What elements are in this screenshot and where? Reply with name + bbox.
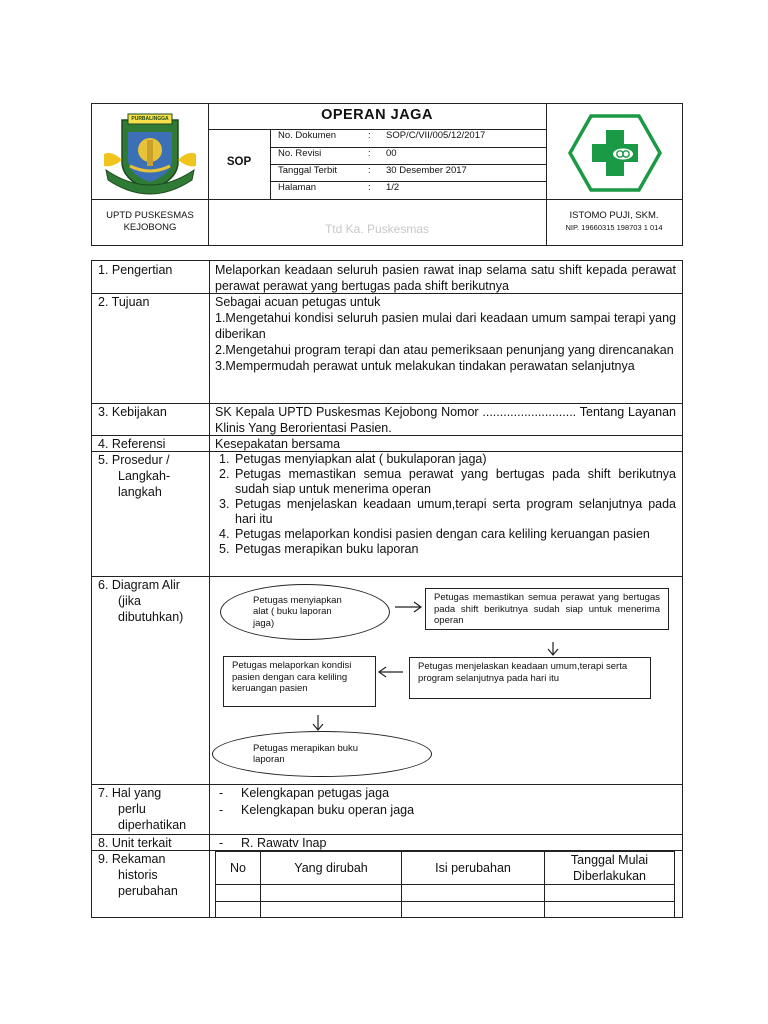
unit-item: [215, 835, 676, 851]
text-pengertian: Melaporkan keadaan seluruh pasien rawat inap selama satu shift kepada perawat perawat perawat yang bertugas pada shift berikutnya: [215, 263, 676, 293]
hal-list: [215, 785, 676, 819]
flow-arrow-down-icon: [546, 641, 560, 657]
flow-node-5: [212, 731, 432, 777]
label-diagram-line: dibutuhkan): [118, 610, 184, 624]
label-rekaman-line: perubahan: [118, 884, 178, 898]
doc-field-value: 30 Desember 2017: [386, 165, 467, 176]
step-text: Petugas melaporkan kondisi pasien dengan cara keliling keruangan pasien: [235, 527, 650, 541]
label-rekaman-line: historis: [118, 868, 158, 882]
hal-item: [215, 785, 676, 802]
history-col-header: Yang dirubah: [261, 852, 402, 885]
tujuan-item: 1.Mengetahui kondisi seluruh pasien mulai dari keadaan umum sampai terapi yang diberikan: [215, 311, 676, 341]
org-line-2: KEJOBONG: [123, 222, 177, 233]
doc-field-label: Tanggal Terbit: [278, 165, 337, 176]
flow-arrow-right-icon: [394, 600, 424, 614]
step-number: 1.: [219, 452, 230, 466]
bullet: -: [219, 836, 224, 850]
history-cell: [545, 885, 675, 902]
label-prosedur: [98, 452, 170, 500]
regency-logo: [100, 110, 200, 196]
doc-field-sep: :: [368, 165, 371, 176]
label-tujuan: 2. Tujuan: [98, 295, 150, 309]
flow-arrow-left-icon: [377, 665, 405, 679]
step-text: Petugas merapikan buku laporan: [235, 542, 419, 556]
flow-node-3: [409, 657, 651, 699]
label-kebijakan: 3. Kebijakan: [98, 405, 167, 419]
doc-field-label: No. Dokumen: [278, 130, 337, 141]
history-col-header: Tanggal Mulai Diberlakukan: [545, 852, 675, 885]
history-table: [215, 851, 675, 918]
prosedur-step: [215, 497, 676, 527]
tujuan-item: 3.Mempermudah perawat untuk melakukan tindakan perawatan selanjutnya: [215, 359, 635, 373]
doc-field-sep: :: [368, 130, 371, 141]
doc-field-sep: :: [368, 182, 371, 193]
history-cell: [261, 902, 402, 918]
label-prosedur-line: Langkah-: [118, 469, 171, 483]
label-referensi: 4. Referensi: [98, 437, 166, 451]
label-hal-line: 7. Hal yang: [98, 786, 162, 800]
sop-content-table: [91, 260, 683, 918]
label-diagram: [98, 577, 183, 625]
step-number: 4.: [219, 527, 230, 541]
doc-field-label: Halaman: [278, 182, 317, 193]
doc-field-value: SOP/C/VII/005/12/2017: [386, 130, 486, 141]
flow-node-text: Petugas memastikan semua perawat yang bertugas pada shift berikutnya sudah siap untuk menerima operan: [434, 592, 660, 626]
history-cell: [402, 902, 545, 918]
bullet: -: [219, 786, 224, 800]
sop-label: SOP: [226, 156, 252, 168]
flow-node-1: [220, 584, 390, 640]
label-prosedur-line: langkah: [118, 485, 162, 499]
history-col-header: Isi perubahan: [402, 852, 545, 885]
flow-node-text: Petugas merapikan buku laporan: [253, 742, 359, 765]
label-prosedur-line: 5. Prosedur /: [98, 453, 170, 467]
flow-arrow-down-icon: [311, 714, 325, 732]
sop-header: [91, 103, 683, 246]
label-pengertian: 1. Pengertian: [98, 263, 173, 277]
flow-node-text: Petugas menjelaskan keadaan umum,terapi serta program selanjutnya pada hari itu: [418, 661, 628, 684]
head-of-puskesmas: [546, 210, 682, 234]
hal-item-text: Kelengkapan petugas jaga: [241, 786, 390, 800]
step-text: Petugas memastikan semua perawat yang bertugas pada shift berikutnya sudah siap untuk menerima operan: [235, 467, 676, 496]
step-number: 2.: [219, 467, 230, 481]
doc-field-label: No. Revisi: [278, 148, 322, 159]
flow-node-4: [223, 656, 376, 707]
history-row: [216, 885, 675, 902]
page-title: OPERAN JAGA: [321, 107, 433, 123]
tujuan-intro: Sebagai acuan petugas untuk: [215, 295, 381, 309]
puskesmas-logo: [568, 114, 662, 192]
label-hal: [98, 785, 186, 833]
history-row: [216, 902, 675, 918]
step-text: Petugas menjelaskan keadaan umum,terapi serta program selanjutnya pada hari itu: [235, 497, 676, 526]
doc-field-sep: :: [368, 148, 371, 159]
unit-text: R. Rawatv Inap: [241, 836, 327, 850]
label-diagram-line: (jika: [118, 594, 141, 608]
prosedur-steps: [215, 452, 676, 557]
signature-placeholder: Ttd Ka. Puskesmas: [324, 222, 430, 236]
label-unit: 8. Unit terkait: [98, 836, 172, 850]
text-referensi: Kesepakatan bersama: [215, 437, 341, 451]
history-header-row: [216, 852, 675, 885]
prosedur-step: [215, 542, 676, 557]
history-cell: [402, 885, 545, 902]
history-cell: [216, 885, 261, 902]
step-number: 5.: [219, 542, 230, 556]
label-diagram-line: 6. Diagram Alir: [98, 578, 180, 592]
org-line-1: UPTD PUSKESMAS: [106, 210, 194, 221]
head-nip: NIP. 19660315 198703 1 014: [565, 223, 663, 232]
hal-item-text: Kelengkapan buku operan jaga: [241, 803, 415, 817]
org-name: [92, 210, 208, 234]
flow-node-2: [425, 588, 669, 630]
label-hal-line: diperhatikan: [118, 818, 187, 832]
hal-item: [215, 802, 676, 819]
label-rekaman-line: 9. Rekaman: [98, 852, 166, 866]
step-number: 3.: [219, 497, 230, 511]
text-kebijakan: SK Kepala UPTD Puskesmas Kejobong Nomor ........................... Tentang Layanan Klinis Yang Berorientasi Pasien.: [215, 405, 676, 435]
step-text: Petugas menyiapkan alat ( bukulaporan jaga): [235, 452, 487, 466]
doc-field-value: 1/2: [386, 182, 400, 193]
flow-node-text: Petugas menyiapkan alat ( buku laporan jaga): [253, 594, 342, 629]
history-cell: [216, 902, 261, 918]
doc-field-value: 00: [386, 148, 397, 159]
flow-node-text: Petugas melaporkan kondisi pasien dengan cara keliling keruangan pasien: [232, 660, 352, 694]
tujuan-item: 2.Mengetahui program terapi dan atau pemeriksaan penunjang yang direncanakan: [215, 343, 674, 357]
prosedur-step: [215, 527, 676, 542]
head-name: ISTOMO PUJI, SKM.: [569, 210, 659, 221]
history-cell: [261, 885, 402, 902]
history-col-header: No: [216, 852, 261, 885]
logo-banner-text: PURBALINGGA: [131, 116, 169, 122]
label-rekaman: [98, 851, 178, 899]
tujuan-content: [215, 294, 676, 374]
bullet: -: [219, 803, 224, 817]
label-hal-line: perlu: [118, 802, 146, 816]
prosedur-step: [215, 467, 676, 497]
history-cell: [545, 902, 675, 918]
prosedur-step: [215, 452, 676, 467]
